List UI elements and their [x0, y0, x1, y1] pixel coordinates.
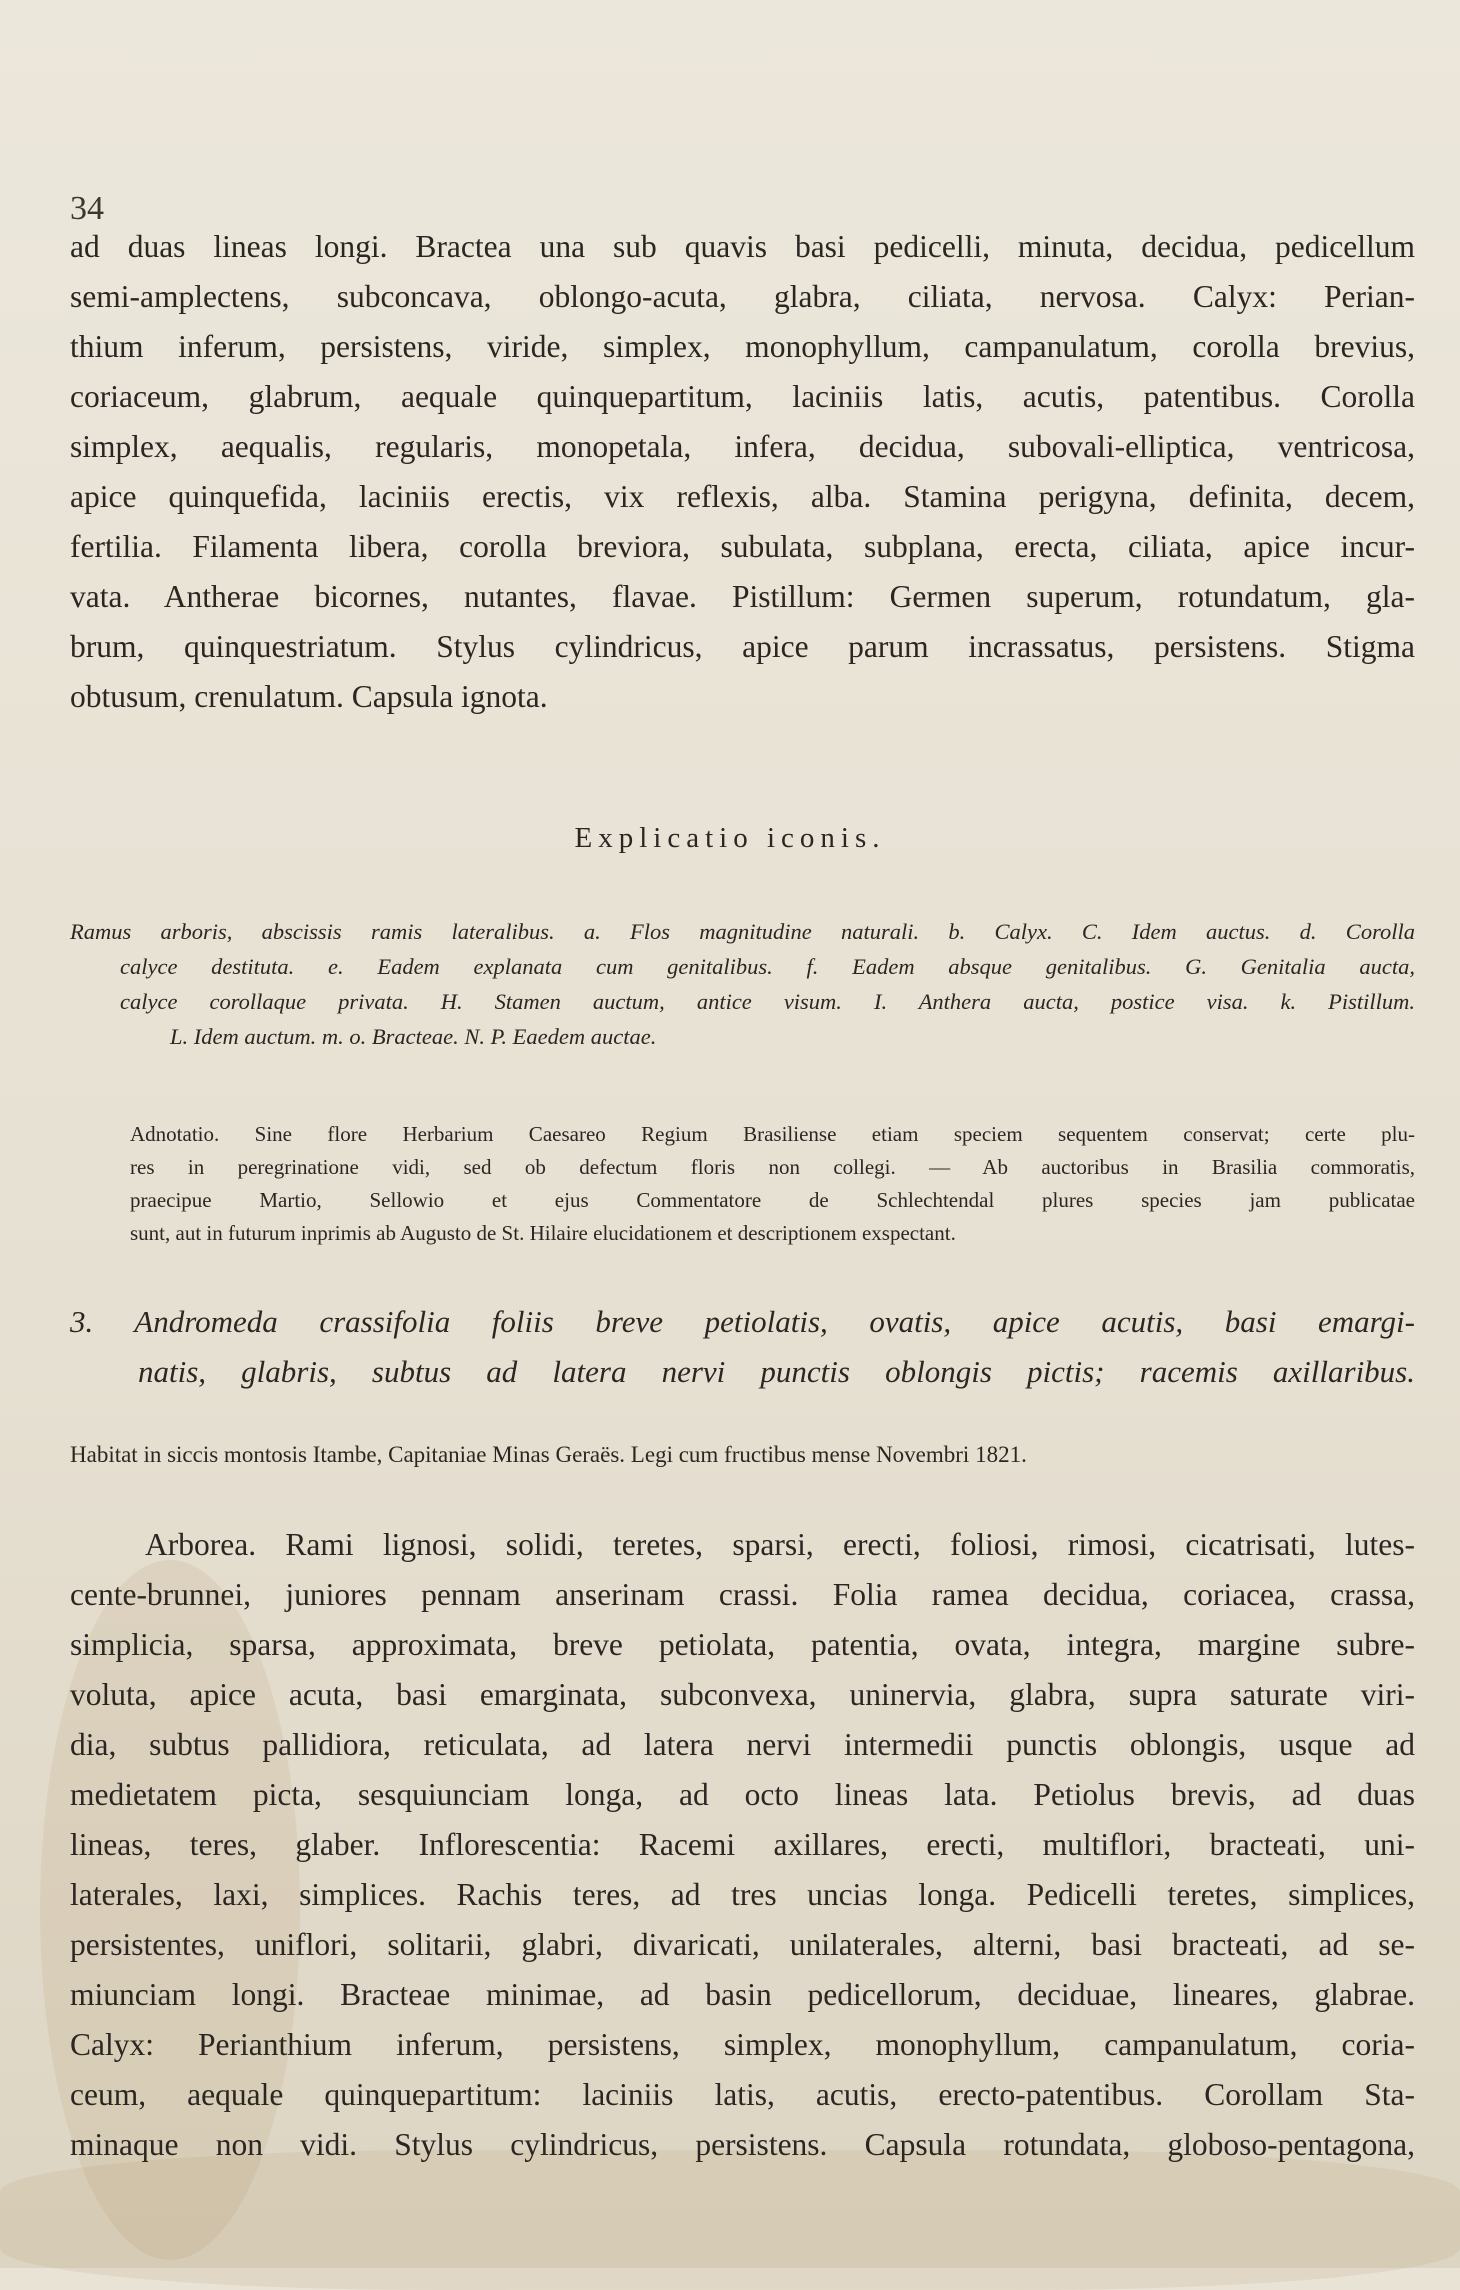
text-line: coriaceum, glabrum, aequale quinquepartitum, laciniis latis, acutis, patentibus. Corolla: [70, 379, 1415, 414]
explicatio-paragraph: [70, 914, 1415, 1054]
text-line: ad duas lineas longi. Bractea una sub quavis basi pedicelli, minuta, decidua, pedicellum: [70, 229, 1415, 264]
text-line: vata. Antherae bicornes, nutantes, flavae. Pistillum: Germen superum, rotundatum, gla-: [70, 579, 1415, 614]
text-line: 3. Andromeda crassifolia foliis breve petiolatis, ovatis, apice acutis, basi emargi-: [70, 1304, 1415, 1339]
species-description: [70, 1520, 1415, 2170]
text-line: apice quinquefida, laciniis erectis, vix reflexis, alba. Stamina perigyna, definita, decem,: [70, 479, 1415, 514]
text-line: calyce corollaque privata. H. Stamen auctum, antice visum. I. Anthera aucta, postice visa. k. Pistillum.: [120, 989, 1415, 1014]
adnotatio-paragraph: [70, 1118, 1415, 1250]
text-line: calyce destituta. e. Eadem explanata cum genitalibus. f. Eadem absque genitalibus. G. Genitalia aucta,: [120, 954, 1415, 979]
text-line: sunt, aut in futurum inprimis ab Augusto de St. Hilaire elucidationem et descriptionem exspectant.: [130, 1221, 956, 1245]
paper-stain: [0, 2150, 1460, 2290]
text-line: brum, quinquestriatum. Stylus cylindricus, apice parum incrassatus, persistens. Stigma: [70, 629, 1415, 664]
text-line: lineas, teres, glaber. Inflorescentia: Racemi axillares, erecti, multiflori, bracteati, uni-: [70, 1827, 1415, 1862]
species-heading: [70, 1297, 1415, 1397]
text-line: persistentes, uniflori, solitarii, glabri, divaricati, unilaterales, alterni, basi bracteati, ad se-: [70, 1927, 1415, 1962]
explicatio-heading: Explicatio iconis.: [574, 822, 886, 854]
habitat-line: [70, 1438, 1415, 1472]
text-line: res in peregrinatione vidi, sed ob defectum floris non collegi. — Ab auctoribus in Brasilia commoratis,: [130, 1155, 1415, 1179]
text-line: ceum, aequale quinquepartitum: laciniis latis, acutis, erecto-patentibus. Corollam Sta-: [70, 2077, 1415, 2112]
text-line: Habitat in siccis montosis Itambe, Capitaniae Minas Geraës. Legi cum fructibus mense Novembri 1821.: [70, 1442, 1027, 1467]
text-line: fertilia. Filamenta libera, corolla breviora, subulata, subplana, erecta, ciliata, apice incur-: [70, 529, 1415, 564]
text-line: obtusum, crenulatum. Capsula ignota.: [70, 679, 548, 714]
text-line: minaque non vidi. Stylus cylindricus, persistens. Capsula rotundata, globoso-pentagona,: [70, 2127, 1415, 2162]
text-line: voluta, apice acuta, basi emarginata, subconvexa, uninervia, glabra, supra saturate viri-: [70, 1677, 1415, 1712]
description-paragraph: [70, 222, 1415, 722]
text-line: laterales, laxi, simplices. Rachis teres, ad tres uncias longa. Pedicelli teretes, simplices,: [70, 1877, 1415, 1912]
text-line: medietatem picta, sesquiunciam longa, ad octo lineas lata. Petiolus brevis, ad duas: [70, 1777, 1415, 1812]
page-number: 34: [70, 190, 104, 227]
text-line: thium inferum, persistens, viride, simplex, monophyllum, campanulatum, corolla brevius,: [70, 329, 1415, 364]
text-line: natis, glabris, subtus ad latera nervi punctis oblongis pictis; racemis axillaribus.: [138, 1354, 1415, 1389]
text-line: simplex, aequalis, regularis, monopetala, infera, decidua, subovali-elliptica, ventricosa,: [70, 429, 1415, 464]
text-line: Adnotatio. Sine flore Herbarium Caesareo Regium Brasiliense etiam speciem sequentem conservat; certe plu-: [130, 1122, 1415, 1146]
text-line: simplicia, sparsa, approximata, breve petiolata, patentia, ovata, integra, margine subre-: [70, 1627, 1415, 1662]
text-line: Arborea. Rami lignosi, solidi, teretes, sparsi, erecti, foliosi, rimosi, cicatrisati, lutes-: [145, 1527, 1415, 1562]
text-line: cente-brunnei, juniores pennam anserinam crassi. Folia ramea decidua, coriacea, crassa,: [70, 1577, 1415, 1612]
text-line: L. Idem auctum. m. o. Bracteae. N. P. Eaedem auctae.: [170, 1024, 657, 1049]
text-line: dia, subtus pallidiora, reticulata, ad latera nervi intermedii punctis oblongis, usque ad: [70, 1727, 1415, 1762]
text-line: Calyx: Perianthium inferum, persistens, simplex, monophyllum, campanulatum, coria-: [70, 2027, 1415, 2062]
text-line: praecipue Martio, Sellowio et ejus Commentatore de Schlechtendal plures species jam publicatae: [130, 1188, 1415, 1212]
text-line: semi-amplectens, subconcava, oblongo-acuta, glabra, ciliata, nervosa. Calyx: Perian-: [70, 279, 1415, 314]
text-line: Ramus arboris, abscissis ramis lateralibus. a. Flos magnitudine naturali. b. Calyx. C. Idem auctus. d. Corolla: [70, 919, 1415, 944]
text-line: miunciam longi. Bracteae minimae, ad basin pedicellorum, deciduae, lineares, glabrae.: [70, 1977, 1415, 2012]
